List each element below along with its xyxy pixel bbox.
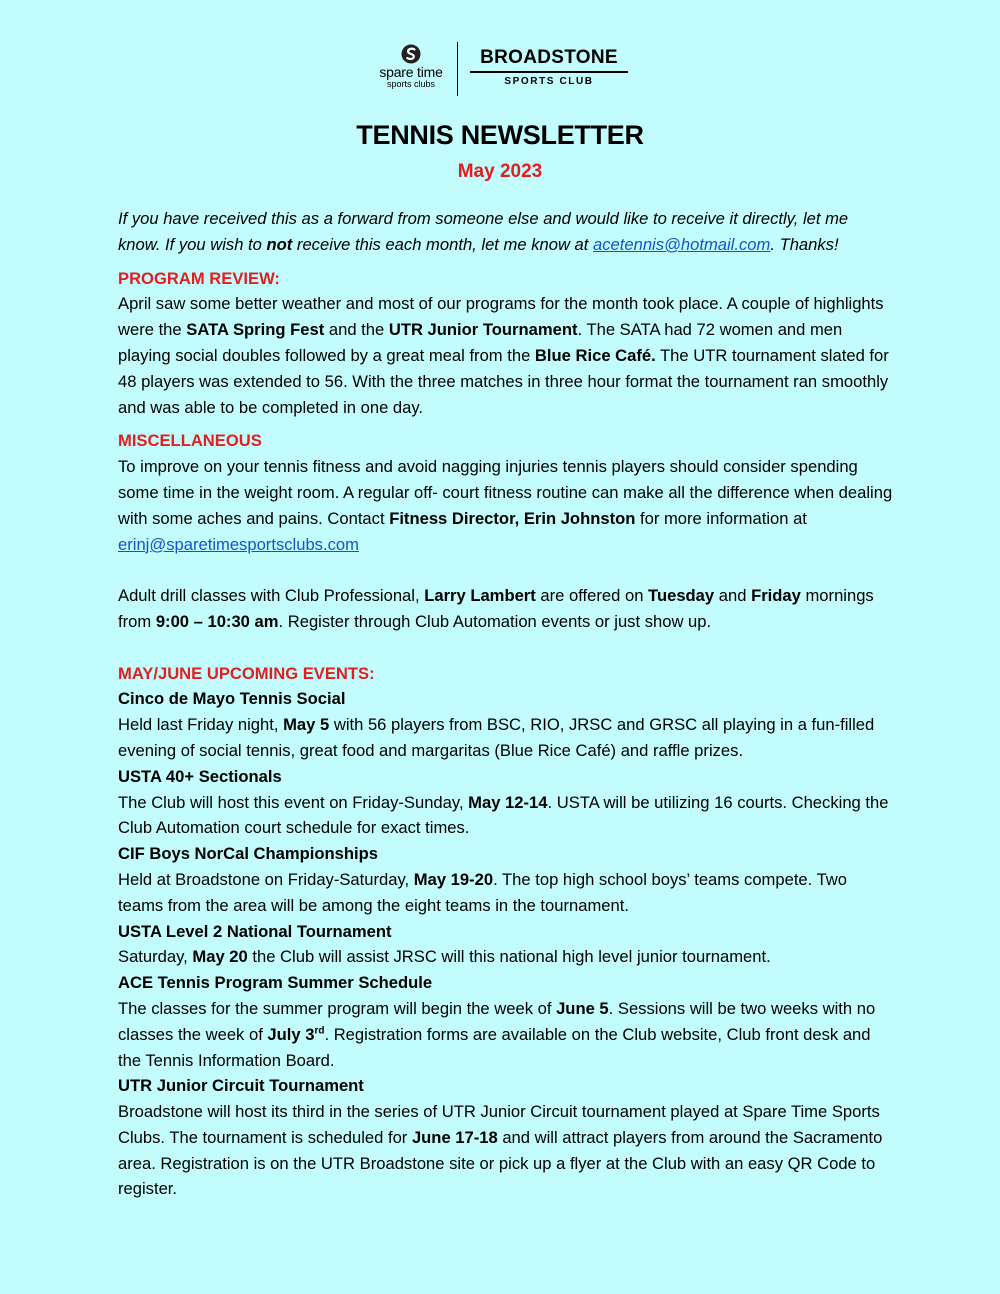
event-description [118, 712, 893, 764]
body-text: with 56 players from BSC, RIO, JRSC and GRSC all playing in a fun-filled evening of social tennis, great food and margaritas (Blue Rice Café) and raffle prizes. [118, 715, 875, 760]
body-text: Held last Friday night, [118, 715, 284, 735]
body-text: . Sessions will be two weeks with no classes the week of [118, 998, 876, 1044]
fitness-email-link[interactable]: erinj@sparetimesportsclubs.com [118, 534, 359, 554]
newsletter-body [118, 206, 893, 1202]
program-review-heading: PROGRAM REVIEW: [118, 268, 280, 288]
body-text: Broadstone will host its third in the series of UTR Junior Circuit tournament played at Spare Time Sports Clubs. The tournament is scheduled for [118, 1102, 880, 1147]
events-heading: MAY/JUNE UPCOMING EVENTS: [118, 663, 375, 683]
bold-text: Friday [751, 586, 801, 606]
bold-text: SATA Spring Fest [186, 320, 325, 340]
bold-text: May 12-14 [468, 792, 548, 812]
intro-text: If you have received this as a forward from someone else and would like to receive it directly, let me know. If you wish to [118, 209, 849, 254]
bold-text: May 5 [283, 715, 330, 735]
spacer [118, 557, 893, 583]
intro-not: not [266, 234, 293, 254]
bold-text: May 20 [192, 947, 248, 967]
spare-time-name: spare time [379, 64, 443, 80]
event-description [118, 944, 893, 970]
event-description [118, 996, 893, 1073]
body-text: mornings from [118, 586, 874, 631]
event-title: USTA Level 2 National Tournament [118, 921, 392, 941]
spare-time-logo-icon [401, 44, 421, 64]
broadstone-rule [470, 71, 628, 73]
bold-text: UTR Junior Tournament [388, 320, 578, 340]
broadstone-subtitle: SPORTS CLUB [504, 76, 594, 87]
miscellaneous-heading: MISCELLANEOUS [118, 431, 262, 451]
bold-text: June 5 [556, 998, 609, 1018]
body-text: . Registration forms are available on the Club website, Club front desk and the Tennis Information Board. [118, 1024, 871, 1070]
body-text: the Club will assist JRSC will this national high level junior tournament. [247, 947, 771, 967]
body-text: . The top high school boys’ teams compete. Two teams from the area will be among the eight teams in the tournament. [118, 869, 848, 915]
broadstone-name: BROADSTONE [480, 47, 618, 68]
bold-text: June 17-18 [411, 1127, 498, 1147]
event-title: USTA 40+ Sectionals [118, 766, 282, 786]
ordinal-suffix: rd [314, 1025, 325, 1037]
bold-text: Blue Rice Café. [534, 345, 656, 365]
intro-paragraph [118, 206, 893, 258]
header-logos [0, 40, 1000, 100]
newsletter-title: TENNIS NEWSLETTER [356, 120, 644, 150]
program-review-paragraph [118, 291, 893, 420]
broadstone-logo [470, 48, 628, 87]
bold-text: Tuesday [648, 586, 715, 606]
bold-text: Fitness Director, Erin Johnston [389, 508, 636, 528]
body-text: . USTA will be utilizing 16 courts. Checking the Club Automation court schedule for exact times. [118, 792, 889, 838]
body-text: To improve on your tennis fitness and avoid nagging injuries tennis players should consider spending some time in the weight room. A regular off- court fitness routine can make all the difference when dealing with some aches and pains. Contact [118, 457, 893, 528]
intro-text: receive this each month, let me know at [292, 234, 593, 254]
fitness-paragraph [118, 454, 893, 557]
bold-text: Larry Lambert [424, 586, 536, 606]
body-text: Adult drill classes with Club Professional, [118, 586, 425, 606]
ace-tennis-email-link[interactable]: acetennis@hotmail.com [593, 234, 771, 254]
intro-text: . Thanks! [770, 234, 839, 254]
body-text: are offered on [535, 586, 649, 606]
event-title: Cinco de Mayo Tennis Social [118, 689, 346, 709]
spare-time-subtitle: sports clubs [386, 79, 436, 89]
body-text: The Club will host this event on Friday-Sunday, [118, 792, 469, 812]
event-title: CIF Boys NorCal Championships [118, 844, 378, 864]
body-text: for more information at [635, 508, 807, 528]
event-description [118, 867, 893, 919]
body-text: and [714, 586, 752, 606]
date-text: July 3 [267, 1024, 315, 1044]
body-text: April saw some better weather and most of our programs for the month took place. A couple of highlights were the [118, 294, 884, 340]
body-text: The UTR tournament slated for 48 players was extended to 56. With the three matches in three hour format the tournament ran smoothly and was able to be completed in one day. [118, 345, 889, 417]
bold-text: May 19-20 [413, 869, 494, 889]
body-text: Held at Broadstone on Friday-Saturday, [118, 869, 414, 889]
logo-divider [457, 42, 458, 96]
body-text: . The SATA had 72 women and men playing social doubles followed by a great meal from the [118, 320, 843, 365]
bold-text: 9:00 – 10:30 am [155, 611, 279, 631]
body-text: The classes for the summer program will begin the week of [118, 998, 557, 1018]
event-title: ACE Tennis Program Summer Schedule [118, 973, 433, 993]
bold-text [267, 1025, 324, 1044]
spacer [118, 635, 893, 661]
body-text: Saturday, [118, 947, 193, 967]
drill-classes-paragraph [118, 583, 893, 635]
event-description [118, 790, 893, 842]
body-text: and will attract players from around the Sacramento area. Registration is on the UTR Broadstone site or pick up a flyer at the Club with an easy QR Code to register. [118, 1127, 883, 1199]
body-text: . Register through Club Automation events or just show up. [278, 611, 712, 631]
newsletter-date: May 2023 [457, 161, 543, 182]
event-description [118, 1099, 893, 1202]
spare-time-logo [370, 44, 452, 89]
body-text: and the [324, 320, 389, 340]
event-title: UTR Junior Circuit Tournament [118, 1076, 364, 1096]
